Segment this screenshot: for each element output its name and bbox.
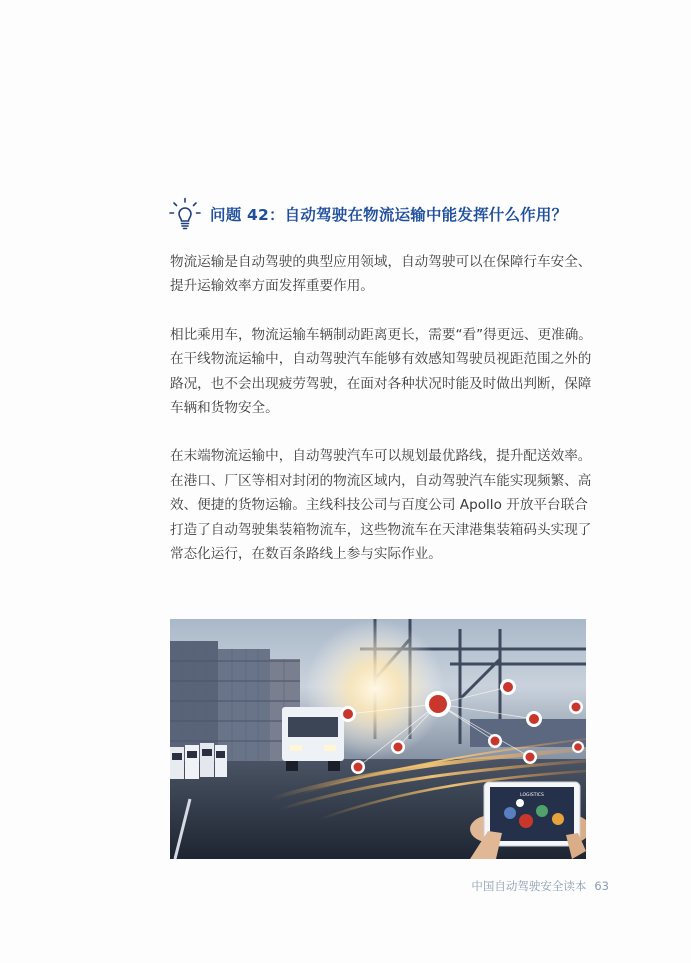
paragraph xyxy=(170,323,590,421)
question-title: 问题 42：自动驾驶在物流运输中能发挥什么作用？ xyxy=(210,206,568,224)
question-header xyxy=(168,197,567,231)
logistics-photo xyxy=(170,619,586,859)
text-line: 物流运输是自动驾驶的典型应用领域，自动驾驶可以在保障行车安全、 xyxy=(170,254,592,270)
paragraph xyxy=(170,444,590,566)
container-stacks xyxy=(170,641,300,761)
page-number: 63 xyxy=(594,879,609,893)
text-line: 打造了自动驾驶集装箱物流车，这些物流车在天津港集装箱码头实现了 xyxy=(170,521,592,538)
body-text xyxy=(170,250,590,590)
lightbulb-icon xyxy=(168,197,202,231)
text-line: 在干线物流运输中，自动驾驶汽车能够有效感知驾驶员视距范围之外的 xyxy=(170,351,592,368)
parked-trucks xyxy=(170,743,227,779)
text-line: 路况，也不会出现疲劳驾驶，在面对各种状况时能及时做出判断，保障 xyxy=(170,375,592,392)
paragraph xyxy=(170,250,590,299)
text-line: 相比乘用车，物流运输车辆制动距离更长，需要“看”得更远、更准确。 xyxy=(170,326,592,343)
tablet-screen-label: LOGISTICS xyxy=(520,793,544,798)
book-title: 中国自动驾驶安全读本 xyxy=(471,879,587,893)
text-line: 在末端物流运输中，自动驾驶汽车可以规划最优路线，提升配送效率。 xyxy=(170,448,592,465)
text-line: 提升运输效率方面发挥重要作用。 xyxy=(170,278,374,295)
page-footer xyxy=(471,878,609,894)
text-line: 在港口、厂区等相对封闭的物流区域内，自动驾驶汽车能实现频繁、高 xyxy=(170,472,592,489)
text-line: 效、便捷的货物运输。主线科技公司与百度公司 Apollo 开放平台联合 xyxy=(170,497,588,514)
text-line: 常态化运行，在数百条路线上参与实际作业。 xyxy=(170,546,442,563)
text-line: 车辆和货物安全。 xyxy=(170,400,279,417)
